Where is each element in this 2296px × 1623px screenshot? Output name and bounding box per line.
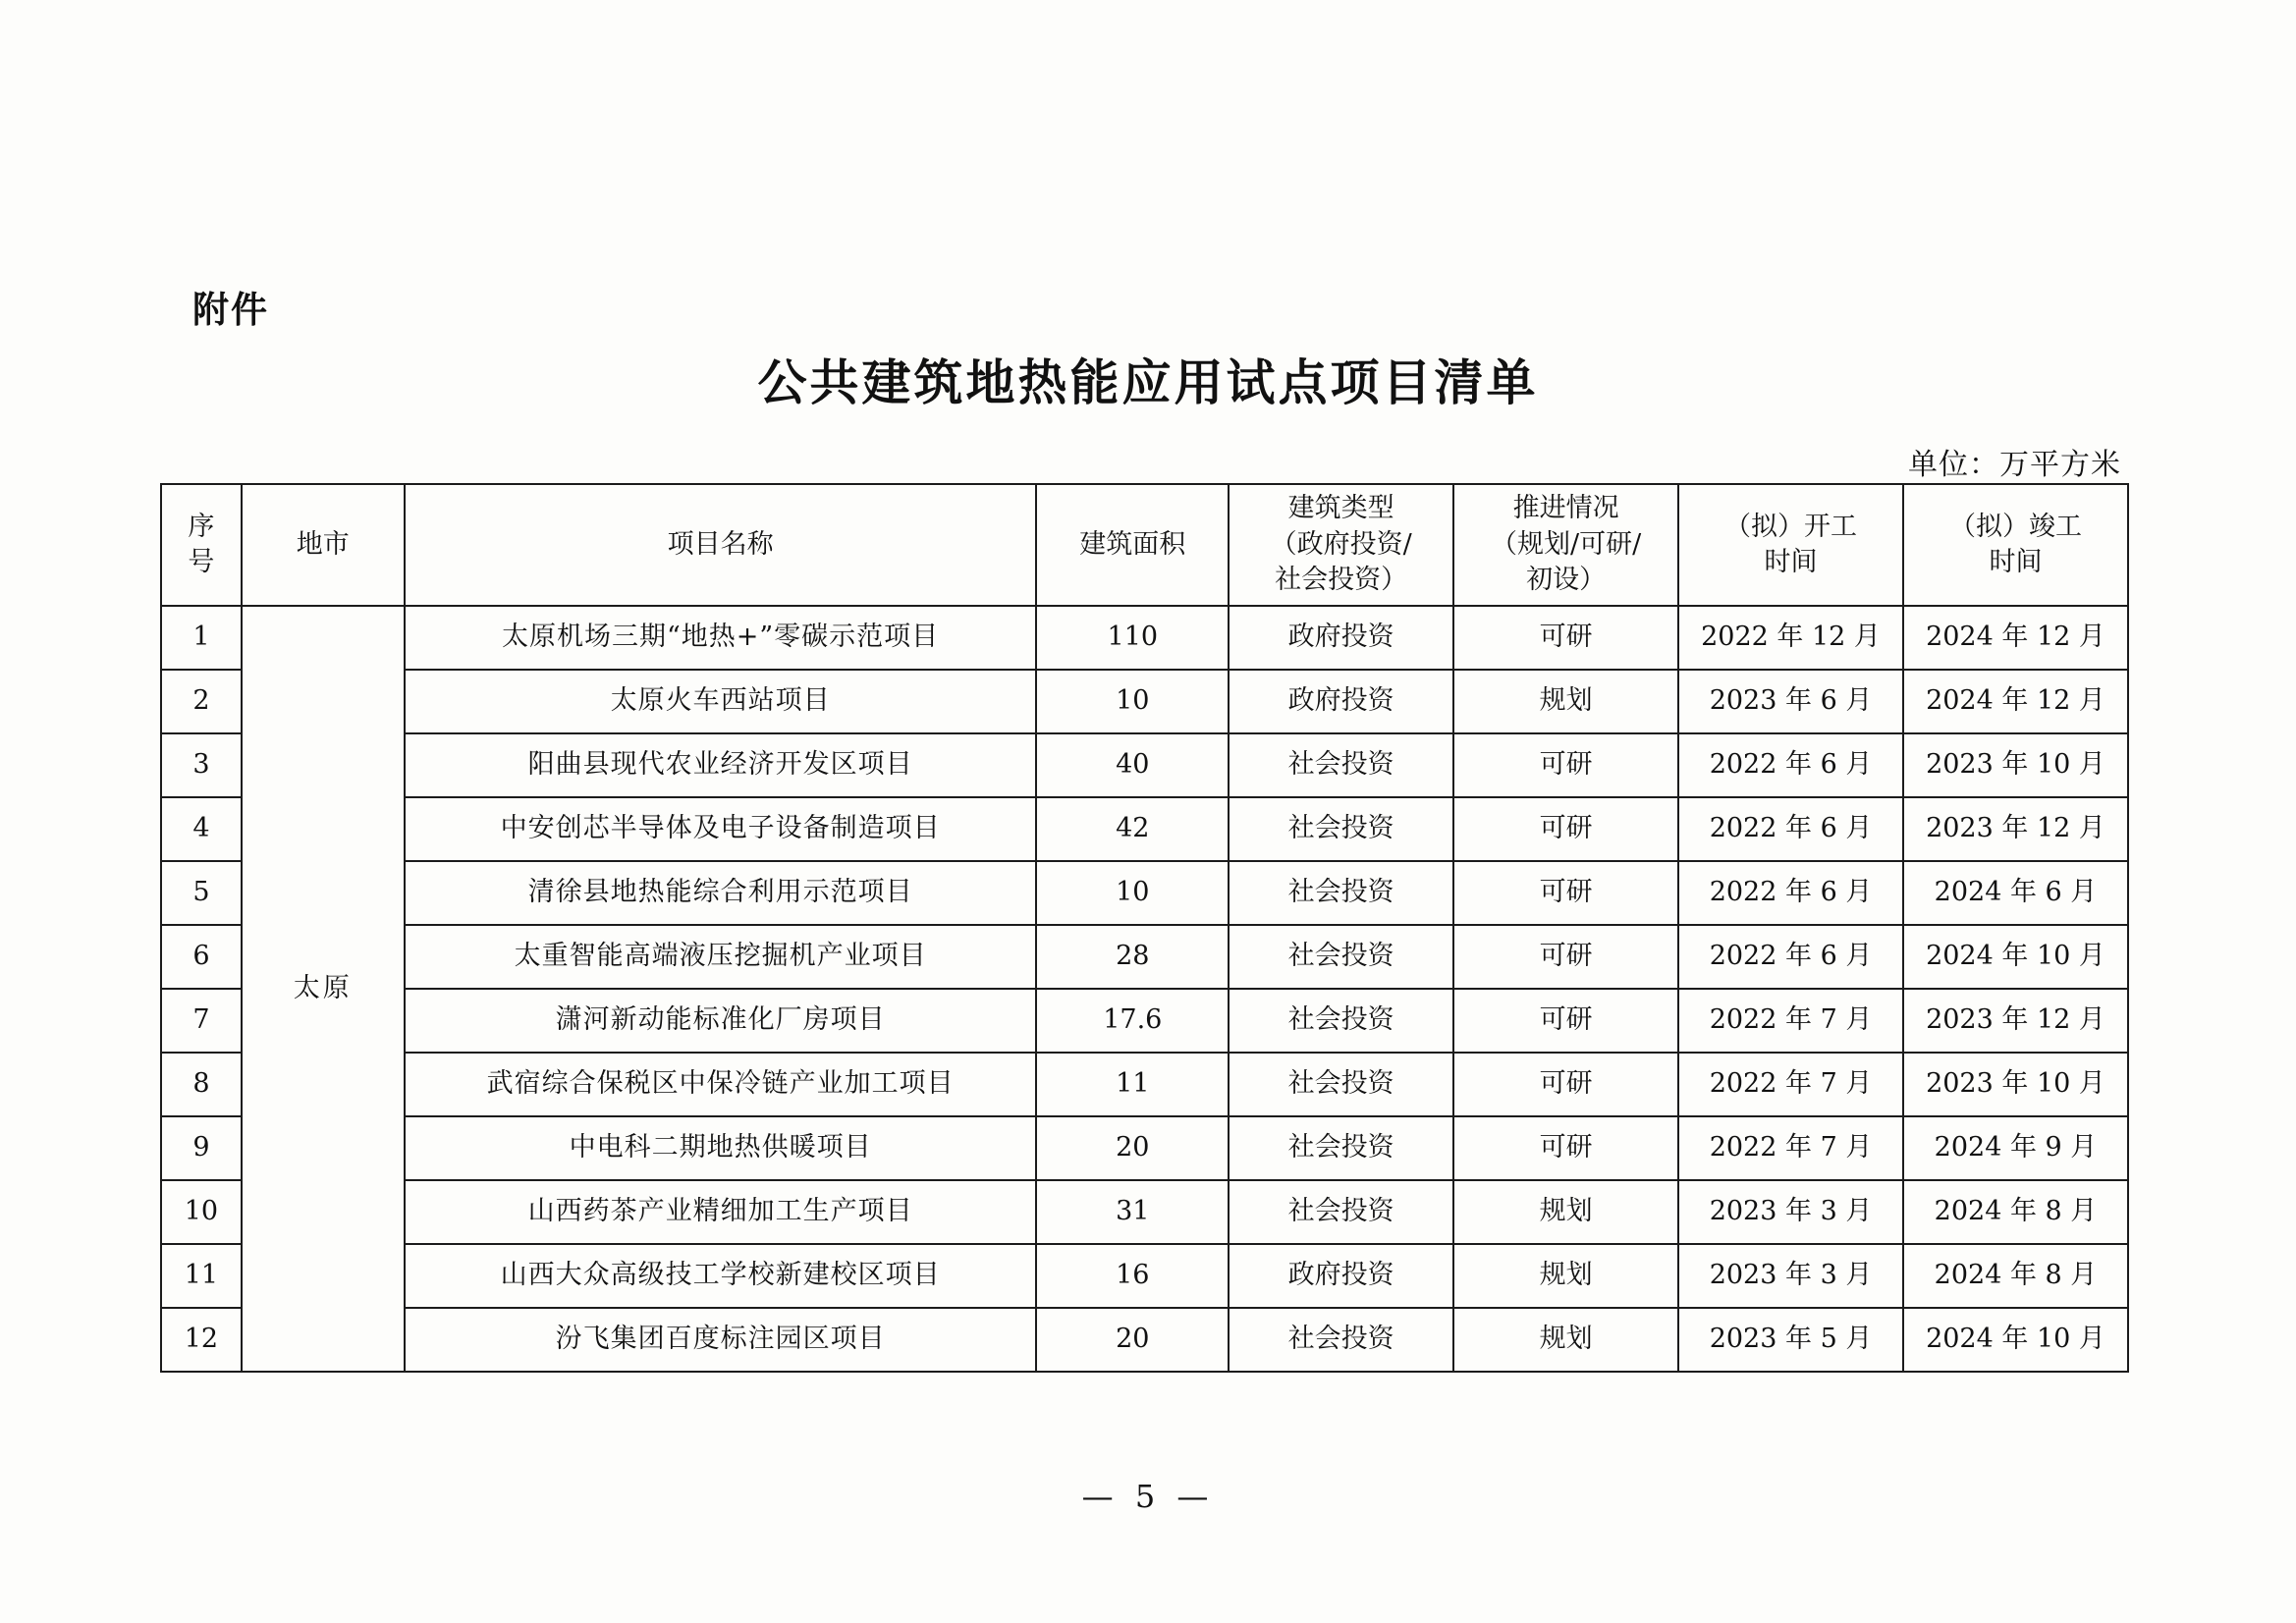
cell-start-time: 2023 年 5 月 [1678,1308,1903,1372]
column-header-progress-line1: 推进情况 [1512,493,1619,524]
cell-progress: 规划 [1453,670,1678,733]
column-header-building-type-line3: 社会投资） [1275,565,1408,596]
cell-start-time: 2022 年 12 月 [1678,606,1903,670]
table-row [161,1308,2128,1372]
page-number: — 5 — [1081,1478,1215,1515]
cell-start-time: 2022 年 6 月 [1678,925,1903,989]
cell-building-type: 社会投资 [1229,1053,1453,1116]
cell-end-time: 2024 年 6 月 [1903,861,2128,925]
table-row [161,1116,2128,1180]
column-header-end-time-line1: （拟）竣工 [1948,511,2082,542]
cell-serial-number: 4 [161,797,242,861]
table-header-row [161,484,2128,606]
table-body [161,606,2128,1372]
cell-end-time: 2024 年 10 月 [1903,925,2128,989]
unit-note: 单位：万平方米 [1908,448,2121,482]
cell-building-type: 社会投资 [1229,989,1453,1053]
cell-building-area: 17.6 [1036,989,1229,1053]
cell-building-area: 20 [1036,1116,1229,1180]
cell-end-time: 2024 年 9 月 [1903,1116,2128,1180]
cell-start-time: 2023 年 3 月 [1678,1180,1903,1244]
cell-serial-number: 6 [161,925,242,989]
cell-project-name: 太原火车西站项目 [405,670,1037,733]
cell-project-name: 中安创芯半导体及电子设备制造项目 [405,797,1037,861]
table-header [161,484,2128,606]
table-row [161,670,2128,733]
cell-serial-number: 10 [161,1180,242,1244]
cell-building-area: 31 [1036,1180,1229,1244]
table-row [161,1244,2128,1308]
column-header-building-type-line2: （政府投资/ [1270,528,1412,560]
cell-start-time: 2022 年 6 月 [1678,733,1903,797]
cell-building-area: 40 [1036,733,1229,797]
cell-progress: 规划 [1453,1244,1678,1308]
cell-serial-number: 12 [161,1308,242,1372]
cell-building-area: 16 [1036,1244,1229,1308]
project-list-table [160,483,2129,1373]
cell-progress: 可研 [1453,733,1678,797]
cell-city: 太原 [242,606,405,1372]
column-header-progress-line3: 初设） [1526,565,1607,596]
cell-serial-number: 1 [161,606,242,670]
cell-building-type: 社会投资 [1229,733,1453,797]
column-header-city: 地市 [242,484,405,606]
cell-start-time: 2023 年 6 月 [1678,670,1903,733]
cell-progress: 可研 [1453,1116,1678,1180]
column-header-serial-number-line1: 序 [188,511,215,542]
table-row [161,1053,2128,1116]
cell-start-time: 2022 年 6 月 [1678,861,1903,925]
cell-building-type: 社会投资 [1229,1116,1453,1180]
cell-building-type: 社会投资 [1229,797,1453,861]
cell-serial-number: 5 [161,861,242,925]
cell-serial-number: 11 [161,1244,242,1308]
cell-progress: 可研 [1453,861,1678,925]
cell-start-time: 2022 年 7 月 [1678,1116,1903,1180]
cell-building-area: 11 [1036,1053,1229,1116]
cell-project-name: 太原机场三期“地热+”零碳示范项目 [405,606,1037,670]
cell-building-type: 政府投资 [1229,606,1453,670]
cell-end-time: 2023 年 10 月 [1903,733,2128,797]
cell-end-time: 2024 年 10 月 [1903,1308,2128,1372]
column-header-building-type-line1: 建筑类型 [1287,493,1394,524]
cell-progress: 可研 [1453,797,1678,861]
cell-start-time: 2022 年 6 月 [1678,797,1903,861]
column-header-serial-number [161,484,242,606]
cell-building-area: 42 [1036,797,1229,861]
cell-serial-number: 9 [161,1116,242,1180]
cell-end-time: 2024 年 8 月 [1903,1180,2128,1244]
cell-project-name: 武宿综合保税区中保冷链产业加工项目 [405,1053,1037,1116]
cell-project-name: 山西大众高级技工学校新建校区项目 [405,1244,1037,1308]
cell-end-time: 2024 年 12 月 [1903,670,2128,733]
table-row [161,861,2128,925]
table-row [161,989,2128,1053]
cell-building-type: 社会投资 [1229,861,1453,925]
column-header-end-time-line2: 时间 [1989,547,2043,577]
table-row [161,1180,2128,1244]
cell-progress: 可研 [1453,1053,1678,1116]
column-header-serial-number-line2: 号 [188,547,215,577]
column-header-start-time [1678,484,1903,606]
table-row [161,606,2128,670]
cell-building-type: 社会投资 [1229,1308,1453,1372]
column-header-progress [1453,484,1678,606]
table-row [161,733,2128,797]
column-header-progress-line2: （规划/可研/ [1490,528,1642,560]
page-title: 公共建筑地热能应用试点项目清单 [757,354,1539,411]
cell-progress: 规划 [1453,1180,1678,1244]
cell-building-type: 政府投资 [1229,670,1453,733]
cell-end-time: 2024 年 12 月 [1903,606,2128,670]
cell-building-area: 20 [1036,1308,1229,1372]
cell-end-time: 2023 年 12 月 [1903,989,2128,1053]
cell-end-time: 2023 年 12 月 [1903,797,2128,861]
cell-progress: 可研 [1453,606,1678,670]
cell-building-type: 政府投资 [1229,1244,1453,1308]
cell-project-name: 清徐县地热能综合利用示范项目 [405,861,1037,925]
cell-progress: 可研 [1453,989,1678,1053]
cell-progress: 可研 [1453,925,1678,989]
cell-serial-number: 7 [161,989,242,1053]
cell-project-name: 阳曲县现代农业经济开发区项目 [405,733,1037,797]
cell-building-area: 10 [1036,861,1229,925]
table-row [161,925,2128,989]
cell-start-time: 2023 年 3 月 [1678,1244,1903,1308]
cell-project-name: 山西药茶产业精细加工生产项目 [405,1180,1037,1244]
table-row [161,797,2128,861]
column-header-start-time-line1: （拟）开工 [1724,511,1858,542]
cell-project-name: 汾飞集团百度标注园区项目 [405,1308,1037,1372]
cell-building-type: 社会投资 [1229,1180,1453,1244]
column-header-project-name: 项目名称 [405,484,1037,606]
column-header-building-type [1229,484,1453,606]
cell-serial-number: 8 [161,1053,242,1116]
attachment-label: 附件 [192,289,269,331]
column-header-building-area: 建筑面积 [1036,484,1229,606]
cell-project-name: 中电科二期地热供暖项目 [405,1116,1037,1180]
cell-progress: 规划 [1453,1308,1678,1372]
cell-end-time: 2024 年 8 月 [1903,1244,2128,1308]
cell-start-time: 2022 年 7 月 [1678,989,1903,1053]
cell-project-name: 太重智能高端液压挖掘机产业项目 [405,925,1037,989]
cell-end-time: 2023 年 10 月 [1903,1053,2128,1116]
cell-building-type: 社会投资 [1229,925,1453,989]
cell-start-time: 2022 年 7 月 [1678,1053,1903,1116]
cell-building-area: 110 [1036,606,1229,670]
cell-serial-number: 3 [161,733,242,797]
column-header-end-time [1903,484,2128,606]
cell-building-area: 10 [1036,670,1229,733]
cell-project-name: 潇河新动能标准化厂房项目 [405,989,1037,1053]
cell-serial-number: 2 [161,670,242,733]
column-header-start-time-line2: 时间 [1764,547,1818,577]
cell-building-area: 28 [1036,925,1229,989]
